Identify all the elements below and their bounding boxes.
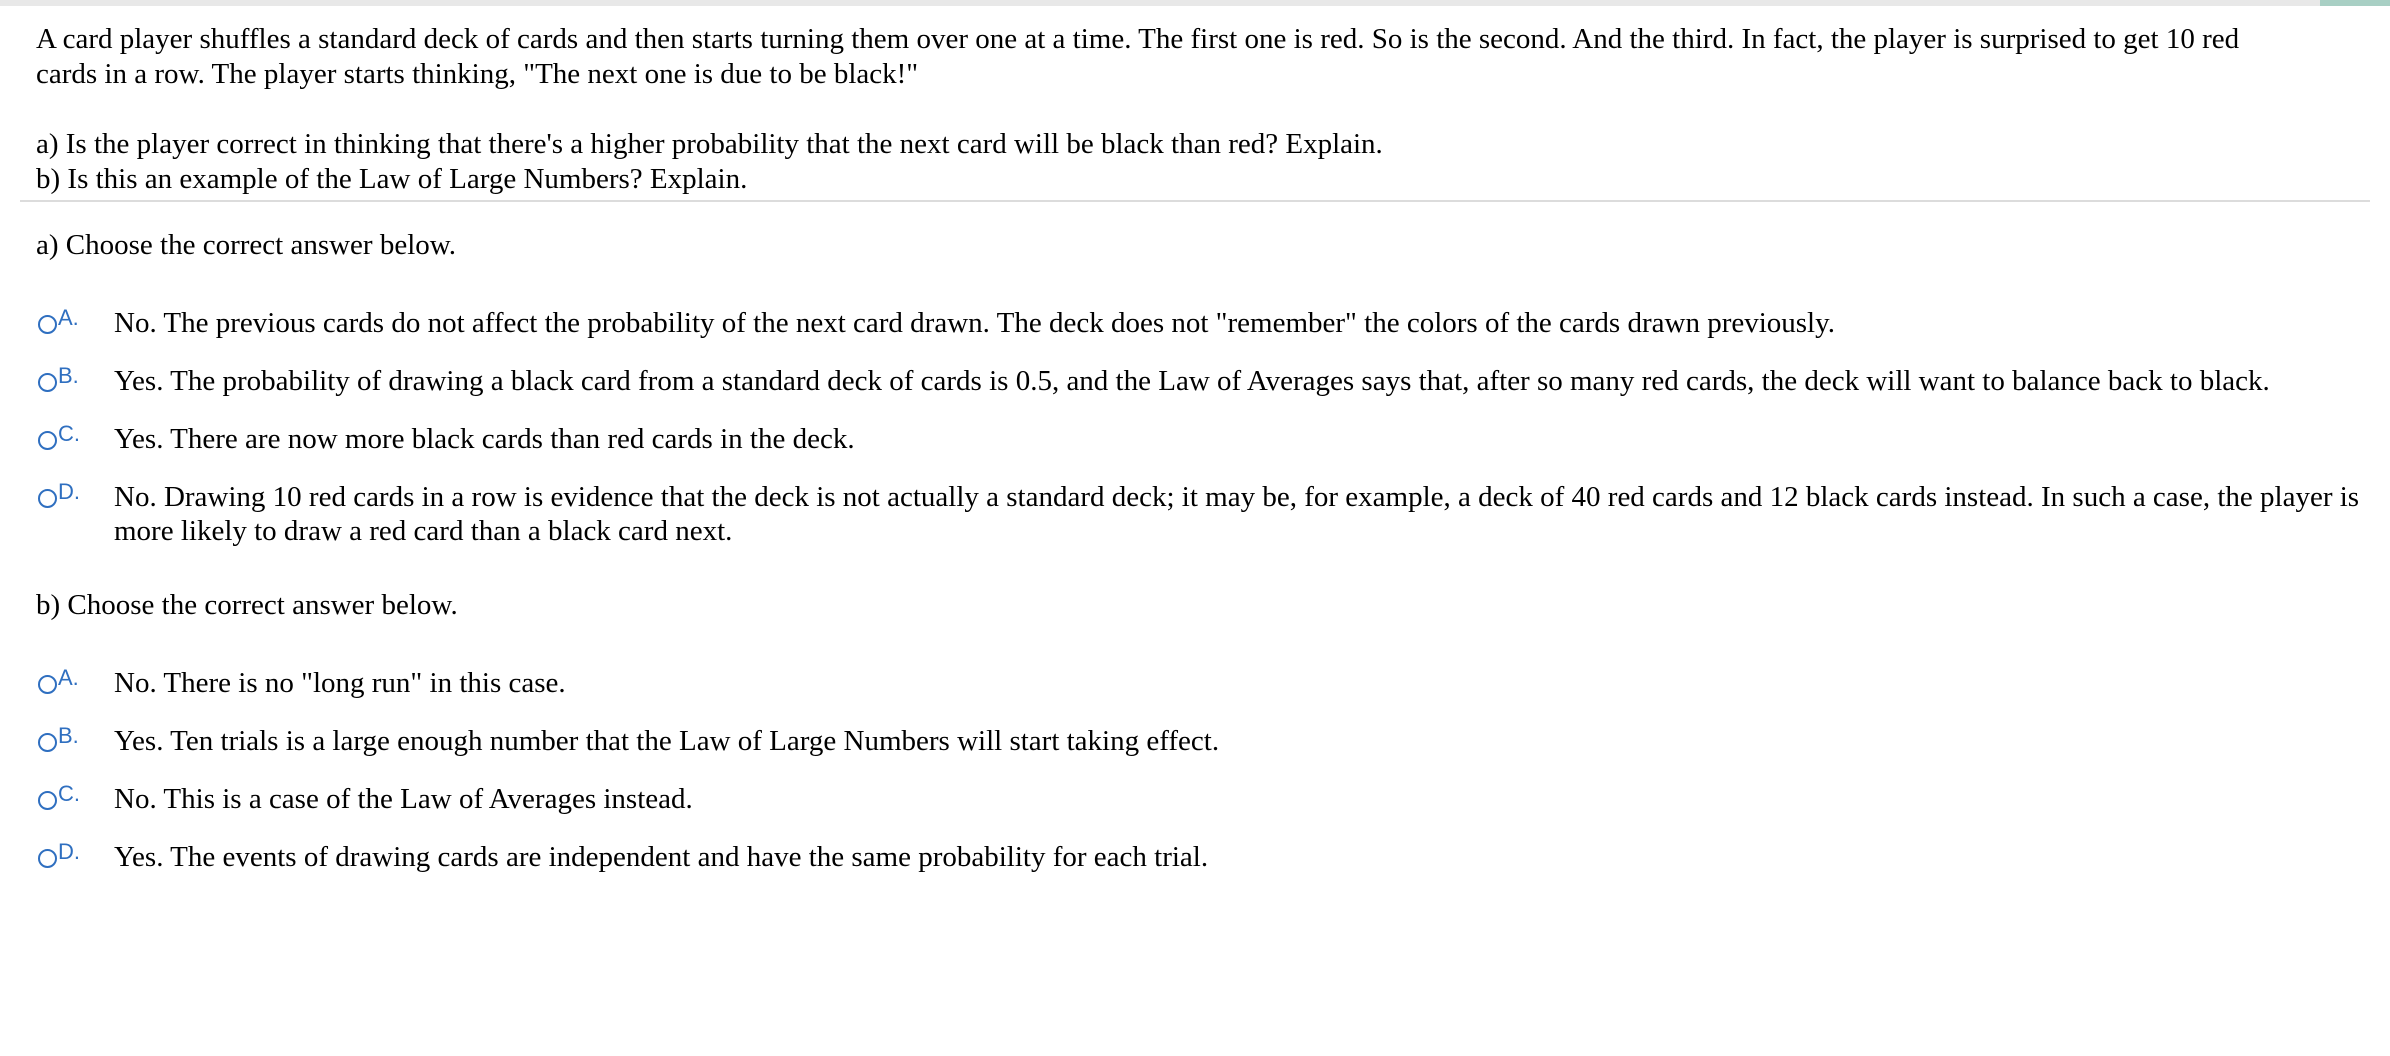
top-bar-accent: [2320, 0, 2390, 6]
option-text: No. This is a case of the Law of Averages instead.: [114, 783, 693, 815]
option-text: No. Drawing 10 red cards in a row is evidence that the deck is not actually a standard deck; it may be, for example, a deck of 40 red cards and 12 black cards instead. In such a case, the player is more likely to draw a red card than a black card next.: [114, 481, 2360, 547]
question-part-a: a) Is the player correct in thinking that there's a higher probability that the next card will be black than red? Explain.: [36, 128, 1383, 160]
section-a-option-c[interactable]: [38, 422, 2368, 456]
section-b-option-c[interactable]: [38, 782, 2368, 816]
radio-button[interactable]: [38, 733, 57, 752]
option-letter: A.: [58, 665, 79, 690]
top-bar: [0, 0, 2390, 6]
section-b-option-b[interactable]: [38, 724, 2368, 758]
radio-button[interactable]: [38, 675, 57, 694]
section-b-heading: b) Choose the correct answer below.: [36, 589, 458, 621]
radio-button[interactable]: [38, 849, 57, 868]
option-letter: D.: [58, 479, 80, 504]
radio-button[interactable]: [38, 489, 57, 508]
option-text: No. The previous cards do not affect the probability of the next card drawn. The deck does not "remember" the colors of the cards drawn previously.: [114, 307, 1835, 339]
option-text: Yes. The events of drawing cards are independent and have the same probability for each trial.: [114, 841, 1209, 873]
section-b-option-a[interactable]: [38, 666, 2368, 700]
option-letter: B.: [58, 723, 79, 748]
section-a-option-d[interactable]: [38, 480, 2368, 548]
divider: [20, 200, 2370, 202]
question-line-1: A card player shuffles a standard deck of cards and then starts turning them over one at a time. The first one is red. So is the second. And the third. In fact, the player is surprised to get 10 red: [36, 23, 2240, 55]
option-letter: A.: [58, 305, 79, 330]
question-line-2: cards in a row. The player starts thinking, "The next one is due to be black!": [36, 58, 919, 90]
radio-button[interactable]: [38, 791, 57, 810]
section-b-option-d[interactable]: [38, 840, 2368, 874]
option-text: Yes. The probability of drawing a black card from a standard deck of cards is 0.5, and the Law of Averages says that, after so many red cards, the deck will want to balance back to black.: [114, 365, 2270, 397]
radio-button[interactable]: [38, 431, 57, 450]
option-letter: B.: [58, 363, 79, 388]
option-text: No. There is no "long run" in this case.: [114, 667, 566, 699]
section-a-option-a[interactable]: [38, 306, 2368, 340]
radio-button[interactable]: [38, 315, 57, 334]
section-a-heading: a) Choose the correct answer below.: [36, 229, 457, 261]
option-text: Yes. There are now more black cards than red cards in the deck.: [114, 423, 855, 455]
question-part-b: b) Is this an example of the Law of Large Numbers? Explain.: [36, 163, 748, 195]
section-a-option-b[interactable]: [38, 364, 2368, 398]
option-letter: D.: [58, 839, 80, 864]
option-letter: C.: [58, 421, 80, 446]
option-letter: C.: [58, 781, 80, 806]
radio-button[interactable]: [38, 373, 57, 392]
question-text: [36, 22, 2366, 197]
option-text: Yes. Ten trials is a large enough number that the Law of Large Numbers will start taking effect.: [114, 725, 1220, 757]
